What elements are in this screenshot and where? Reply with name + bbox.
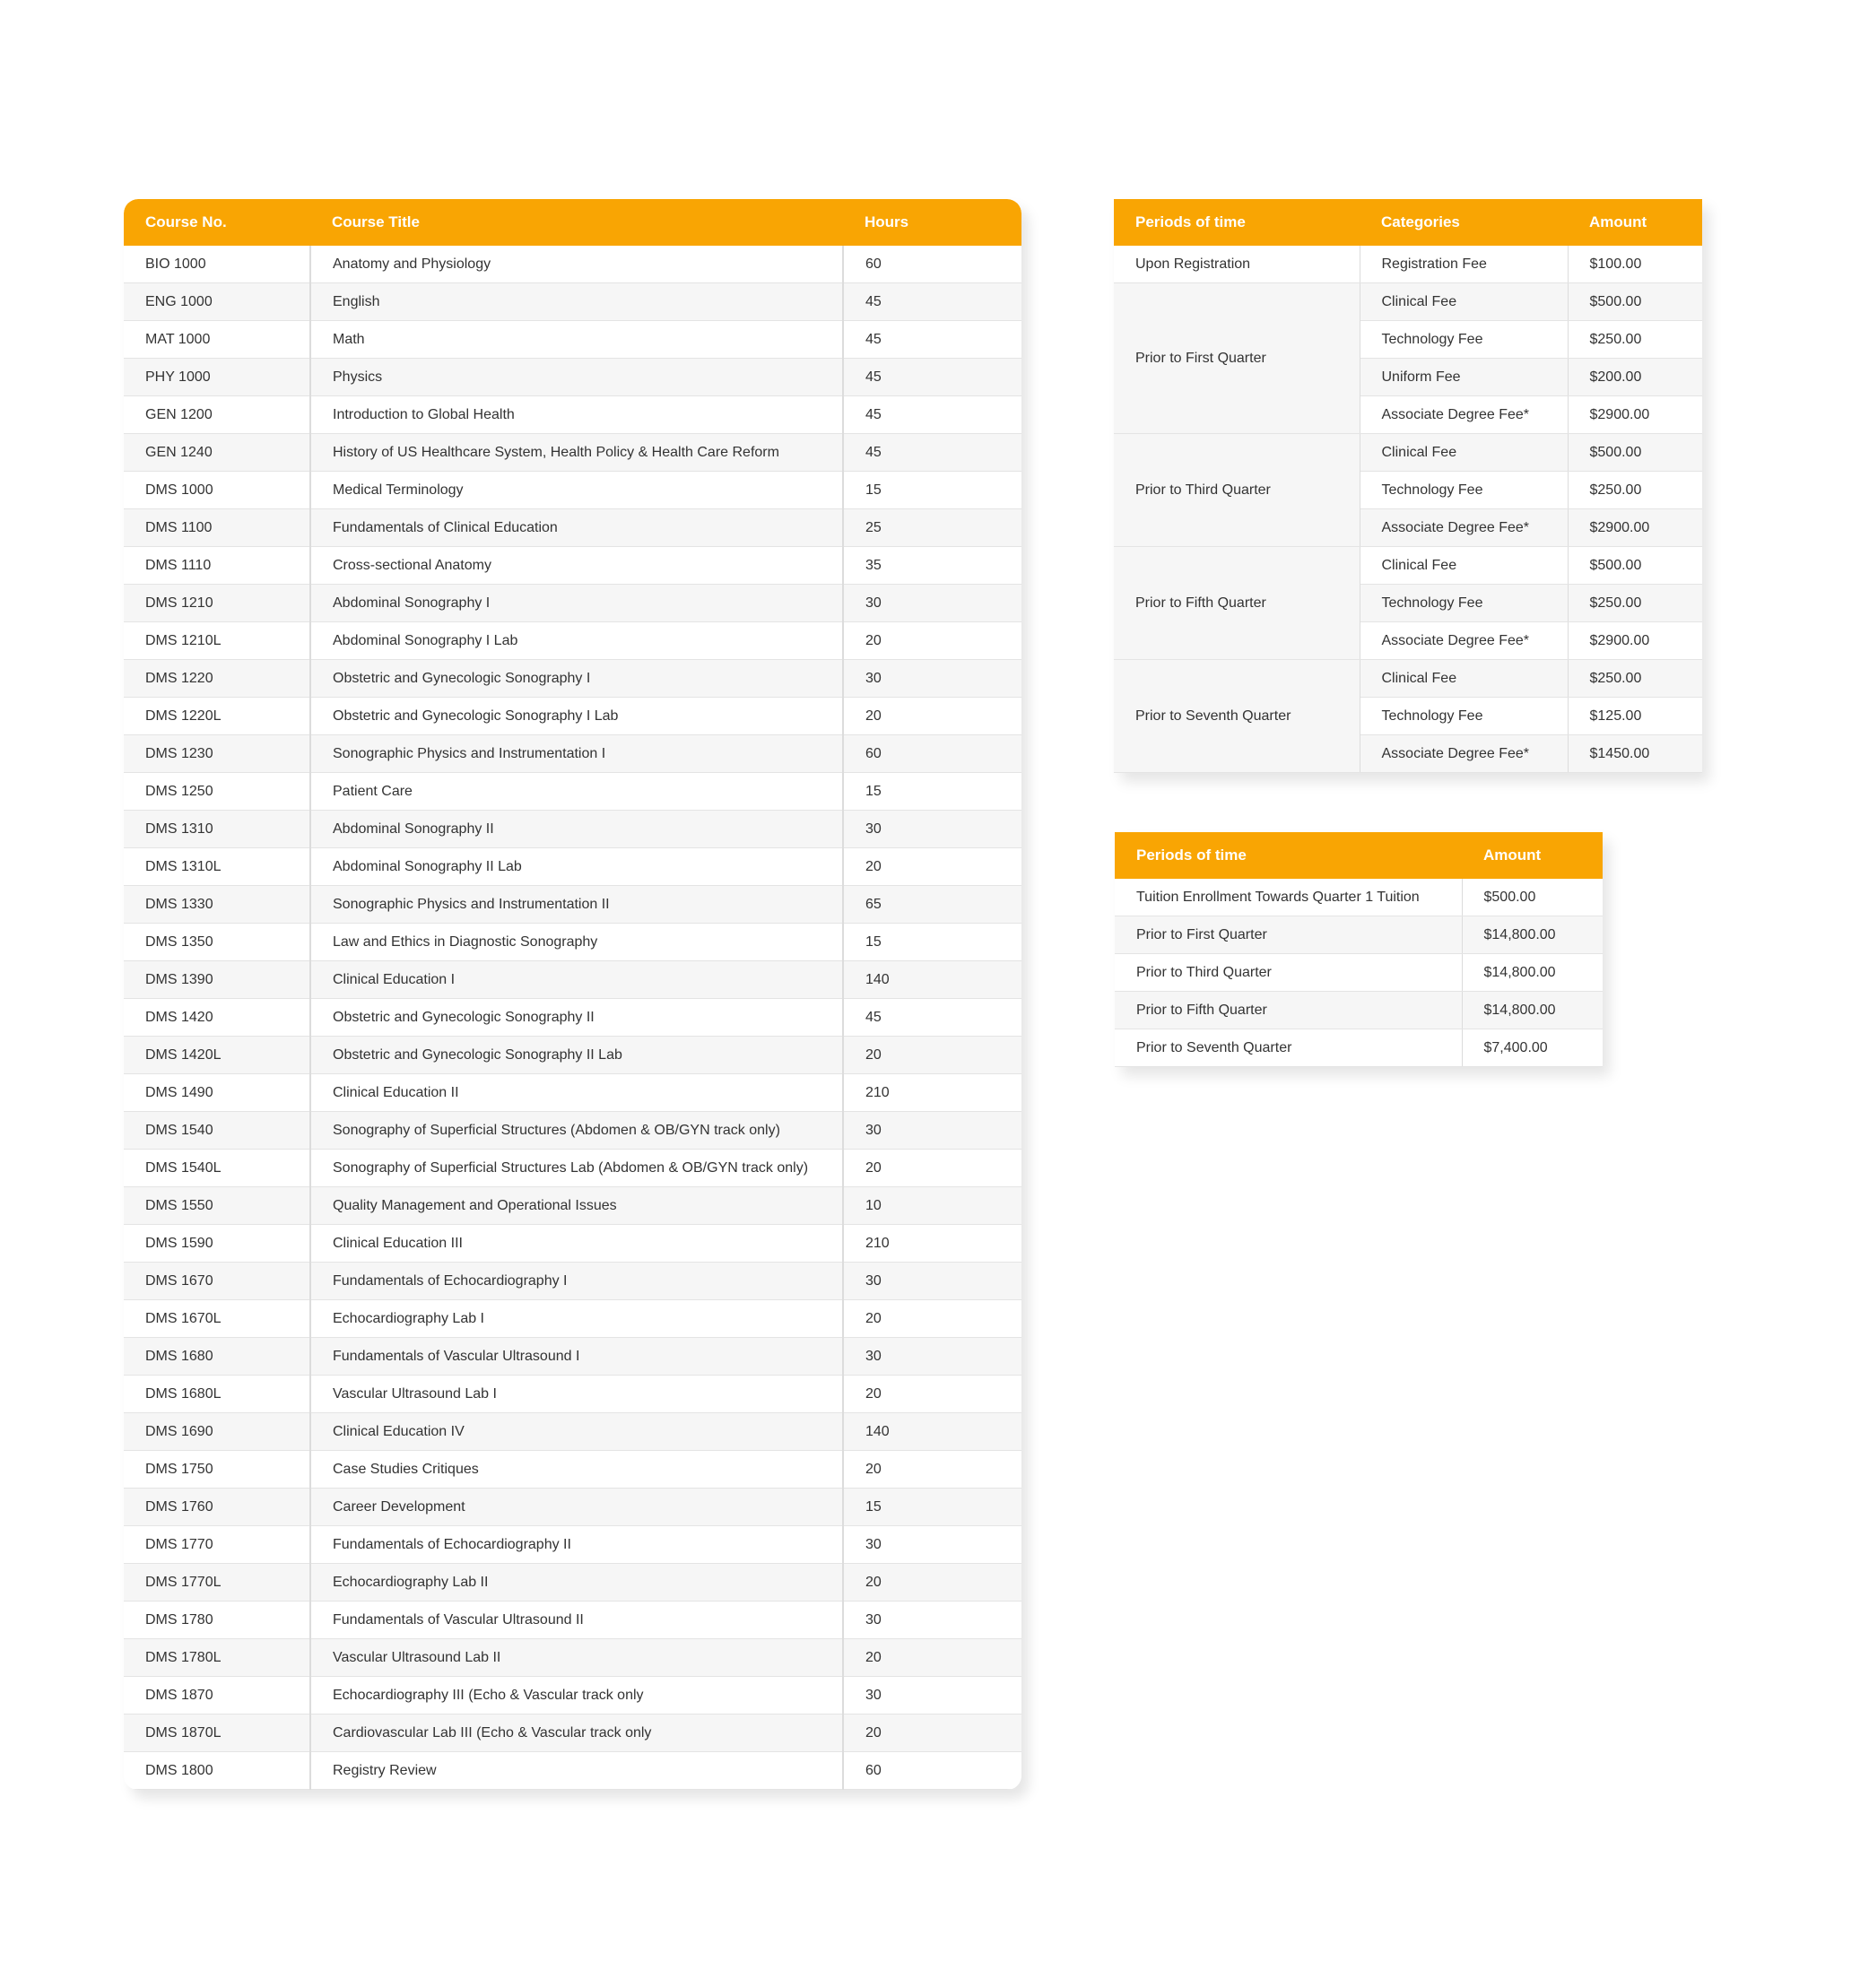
course-title-cell: Case Studies Critiques: [310, 1451, 843, 1489]
hours-cell: 25: [843, 509, 1021, 547]
tuition-period-cell: Prior to Third Quarter: [1115, 954, 1462, 992]
course-title-cell: Obstetric and Gynecologic Sonography I: [310, 660, 843, 698]
table-row: [124, 1300, 1021, 1338]
period-cell: Prior to Seventh Quarter: [1114, 660, 1360, 773]
category-cell: Clinical Fee: [1360, 660, 1568, 698]
course-title-cell: Sonography of Superficial Structures (Abdomen & OB/GYN track only): [310, 1112, 843, 1150]
table-row: [124, 1677, 1021, 1715]
tuition-amount-header: Amount: [1462, 832, 1603, 879]
course-no-cell: DMS 1750: [124, 1451, 310, 1489]
amount-cell: $2900.00: [1568, 622, 1702, 660]
hours-cell: 30: [843, 1112, 1021, 1150]
tuition-amount-cell: $14,800.00: [1462, 954, 1603, 992]
hours-cell: 45: [843, 359, 1021, 396]
amount-cell: $2900.00: [1568, 509, 1702, 547]
course-no-cell: DMS 1330: [124, 886, 310, 924]
hours-header: Hours: [843, 199, 1021, 246]
hours-cell: 20: [843, 1639, 1021, 1677]
course-title-cell: Echocardiography Lab I: [310, 1300, 843, 1338]
hours-cell: 45: [843, 396, 1021, 434]
course-title-cell: Cardiovascular Lab III (Echo & Vascular track only: [310, 1715, 843, 1752]
course-no-cell: DMS 1220L: [124, 698, 310, 735]
hours-cell: 10: [843, 1187, 1021, 1225]
table-row: [1115, 992, 1603, 1029]
hours-cell: 30: [843, 1338, 1021, 1376]
table-row: [124, 735, 1021, 773]
category-cell: Registration Fee: [1360, 246, 1568, 283]
table-row: [124, 1037, 1021, 1074]
course-title-cell: Obstetric and Gynecologic Sonography II Lab: [310, 1037, 843, 1074]
table-row: [124, 698, 1021, 735]
amount-cell: $250.00: [1568, 585, 1702, 622]
table-row: [124, 924, 1021, 961]
course-title-cell: Clinical Education III: [310, 1225, 843, 1263]
table-row: [124, 622, 1021, 660]
table-row: [124, 246, 1021, 283]
table-row: [1115, 916, 1603, 954]
hours-cell: 20: [843, 1564, 1021, 1602]
fee-table-header: [1114, 199, 1702, 246]
hours-cell: 45: [843, 434, 1021, 472]
table-row: [124, 396, 1021, 434]
tuition-amount-cell: $14,800.00: [1462, 916, 1603, 954]
hours-cell: 30: [843, 1602, 1021, 1639]
category-cell: Associate Degree Fee*: [1360, 622, 1568, 660]
tuition-amount-cell: $14,800.00: [1462, 992, 1603, 1029]
table-row: [124, 1715, 1021, 1752]
hours-cell: 20: [843, 1451, 1021, 1489]
table-row: [1114, 246, 1702, 283]
table-row: [124, 1639, 1021, 1677]
period-cell: Prior to Third Quarter: [1114, 434, 1360, 547]
table-row: [124, 547, 1021, 585]
course-title-cell: English: [310, 283, 843, 321]
hours-cell: 30: [843, 1526, 1021, 1564]
course-title-cell: Anatomy and Physiology: [310, 246, 843, 283]
category-cell: Technology Fee: [1360, 321, 1568, 359]
table-row: [124, 999, 1021, 1037]
tuition-table-header: [1115, 832, 1603, 879]
course-no-cell: DMS 1250: [124, 773, 310, 811]
table-row: [1114, 547, 1702, 585]
course-title-cell: Abdominal Sonography II Lab: [310, 848, 843, 886]
table-row: [124, 1752, 1021, 1790]
category-cell: Clinical Fee: [1360, 434, 1568, 472]
table-row: [124, 1338, 1021, 1376]
course-no-cell: DMS 1110: [124, 547, 310, 585]
course-no-cell: DMS 1540L: [124, 1150, 310, 1187]
categories-header: Categories: [1360, 199, 1568, 246]
course-no-cell: DMS 1680: [124, 1338, 310, 1376]
course-title-cell: Abdominal Sonography I: [310, 585, 843, 622]
course-title-cell: Vascular Ultrasound Lab I: [310, 1376, 843, 1413]
hours-cell: 30: [843, 585, 1021, 622]
amount-cell: $100.00: [1568, 246, 1702, 283]
table-row: [124, 472, 1021, 509]
table-row: [124, 434, 1021, 472]
table-row: [124, 1263, 1021, 1300]
hours-cell: 60: [843, 735, 1021, 773]
course-title-cell: Clinical Education II: [310, 1074, 843, 1112]
course-no-cell: DMS 1420L: [124, 1037, 310, 1074]
category-cell: Clinical Fee: [1360, 283, 1568, 321]
course-no-cell: DMS 1310L: [124, 848, 310, 886]
course-title-cell: Fundamentals of Clinical Education: [310, 509, 843, 547]
course-title-cell: Sonographic Physics and Instrumentation I: [310, 735, 843, 773]
course-no-cell: DMS 1870L: [124, 1715, 310, 1752]
course-title-header: Course Title: [310, 199, 843, 246]
hours-cell: 60: [843, 246, 1021, 283]
hours-cell: 20: [843, 622, 1021, 660]
table-row: [124, 1225, 1021, 1263]
amount-cell: $500.00: [1568, 283, 1702, 321]
course-title-cell: Cross-sectional Anatomy: [310, 547, 843, 585]
table-row: [124, 321, 1021, 359]
table-row: [124, 886, 1021, 924]
course-title-cell: Obstetric and Gynecologic Sonography I Lab: [310, 698, 843, 735]
tuition-period-cell: Prior to First Quarter: [1115, 916, 1462, 954]
table-row: [124, 1074, 1021, 1112]
table-row: [124, 848, 1021, 886]
course-no-cell: GEN 1200: [124, 396, 310, 434]
tuition-amount-cell: $500.00: [1462, 879, 1603, 916]
table-row: [1115, 1029, 1603, 1067]
course-title-cell: Fundamentals of Vascular Ultrasound I: [310, 1338, 843, 1376]
hours-cell: 20: [843, 1715, 1021, 1752]
table-row: [124, 585, 1021, 622]
tuition-period-cell: Tuition Enrollment Towards Quarter 1 Tuition: [1115, 879, 1462, 916]
course-no-cell: DMS 1100: [124, 509, 310, 547]
course-no-cell: DMS 1000: [124, 472, 310, 509]
course-no-cell: DMS 1680L: [124, 1376, 310, 1413]
course-no-cell: DMS 1590: [124, 1225, 310, 1263]
course-title-cell: Fundamentals of Vascular Ultrasound II: [310, 1602, 843, 1639]
table-row: [1115, 954, 1603, 992]
course-title-cell: Abdominal Sonography I Lab: [310, 622, 843, 660]
table-row: [124, 961, 1021, 999]
table-row: [124, 1150, 1021, 1187]
category-cell: Associate Degree Fee*: [1360, 396, 1568, 434]
table-row: [124, 660, 1021, 698]
category-cell: Clinical Fee: [1360, 547, 1568, 585]
category-cell: Technology Fee: [1360, 585, 1568, 622]
hours-cell: 140: [843, 961, 1021, 999]
course-no-cell: GEN 1240: [124, 434, 310, 472]
course-no-cell: DMS 1780L: [124, 1639, 310, 1677]
course-title-cell: Vascular Ultrasound Lab II: [310, 1639, 843, 1677]
amount-cell: $500.00: [1568, 547, 1702, 585]
tuition-table: [1115, 832, 1603, 1067]
amount-cell: $125.00: [1568, 698, 1702, 735]
table-row: [1115, 879, 1603, 916]
course-no-cell: DMS 1870: [124, 1677, 310, 1715]
hours-cell: 15: [843, 773, 1021, 811]
hours-cell: 20: [843, 698, 1021, 735]
hours-cell: 20: [843, 1150, 1021, 1187]
tuition-period-cell: Prior to Seventh Quarter: [1115, 1029, 1462, 1067]
hours-cell: 20: [843, 1037, 1021, 1074]
period-cell: Prior to Fifth Quarter: [1114, 547, 1360, 660]
period-cell: Upon Registration: [1114, 246, 1360, 283]
course-table-header: [124, 199, 1021, 246]
course-no-cell: DMS 1780: [124, 1602, 310, 1639]
table-row: [124, 773, 1021, 811]
table-row: [124, 1602, 1021, 1639]
periods-header: Periods of time: [1114, 199, 1360, 246]
table-row: [124, 1489, 1021, 1526]
amount-cell: $500.00: [1568, 434, 1702, 472]
period-cell: Prior to First Quarter: [1114, 283, 1360, 434]
amount-cell: $200.00: [1568, 359, 1702, 396]
hours-cell: 20: [843, 1300, 1021, 1338]
table-row: [124, 1112, 1021, 1150]
course-no-cell: DMS 1770L: [124, 1564, 310, 1602]
course-no-cell: DMS 1490: [124, 1074, 310, 1112]
tuition-period-cell: Prior to Fifth Quarter: [1115, 992, 1462, 1029]
course-no-cell: DMS 1690: [124, 1413, 310, 1451]
course-no-header: Course No.: [124, 199, 310, 246]
table-row: [124, 1187, 1021, 1225]
course-no-cell: ENG 1000: [124, 283, 310, 321]
course-title-cell: Sonographic Physics and Instrumentation II: [310, 886, 843, 924]
hours-cell: 45: [843, 321, 1021, 359]
amount-cell: $250.00: [1568, 660, 1702, 698]
course-title-cell: Physics: [310, 359, 843, 396]
course-title-cell: Medical Terminology: [310, 472, 843, 509]
course-no-cell: DMS 1770: [124, 1526, 310, 1564]
course-title-cell: Obstetric and Gynecologic Sonography II: [310, 999, 843, 1037]
amount-cell: $1450.00: [1568, 735, 1702, 773]
course-no-cell: DMS 1390: [124, 961, 310, 999]
hours-cell: 30: [843, 660, 1021, 698]
hours-cell: 60: [843, 1752, 1021, 1790]
course-title-cell: Introduction to Global Health: [310, 396, 843, 434]
course-title-cell: Sonography of Superficial Structures Lab (Abdomen & OB/GYN track only): [310, 1150, 843, 1187]
hours-cell: 15: [843, 472, 1021, 509]
course-no-cell: DMS 1210: [124, 585, 310, 622]
course-title-cell: Patient Care: [310, 773, 843, 811]
course-no-cell: DMS 1220: [124, 660, 310, 698]
course-title-cell: Law and Ethics in Diagnostic Sonography: [310, 924, 843, 961]
fee-table: [1114, 199, 1702, 773]
table-row: [124, 1451, 1021, 1489]
category-cell: Uniform Fee: [1360, 359, 1568, 396]
course-no-cell: DMS 1350: [124, 924, 310, 961]
table-row: [124, 359, 1021, 396]
table-row: [124, 1376, 1021, 1413]
hours-cell: 30: [843, 811, 1021, 848]
course-no-cell: DMS 1550: [124, 1187, 310, 1225]
tuition-periods-header: Periods of time: [1115, 832, 1462, 879]
course-table: [124, 199, 1021, 1790]
course-title-cell: Career Development: [310, 1489, 843, 1526]
hours-cell: 30: [843, 1677, 1021, 1715]
hours-cell: 210: [843, 1225, 1021, 1263]
course-title-cell: History of US Healthcare System, Health Policy & Health Care Reform: [310, 434, 843, 472]
course-title-cell: Clinical Education I: [310, 961, 843, 999]
table-row: [1114, 283, 1702, 321]
tuition-amount-cell: $7,400.00: [1462, 1029, 1603, 1067]
amount-header: Amount: [1568, 199, 1702, 246]
category-cell: Technology Fee: [1360, 472, 1568, 509]
table-row: [124, 811, 1021, 848]
hours-cell: 15: [843, 1489, 1021, 1526]
table-row: [1114, 434, 1702, 472]
course-title-cell: Math: [310, 321, 843, 359]
category-cell: Associate Degree Fee*: [1360, 509, 1568, 547]
course-title-cell: Echocardiography III (Echo & Vascular track only: [310, 1677, 843, 1715]
course-no-cell: DMS 1540: [124, 1112, 310, 1150]
hours-cell: 30: [843, 1263, 1021, 1300]
course-title-cell: Registry Review: [310, 1752, 843, 1790]
table-row: [1114, 660, 1702, 698]
hours-cell: 140: [843, 1413, 1021, 1451]
hours-cell: 15: [843, 924, 1021, 961]
hours-cell: 65: [843, 886, 1021, 924]
course-no-cell: DMS 1670L: [124, 1300, 310, 1338]
hours-cell: 35: [843, 547, 1021, 585]
course-title-cell: Abdominal Sonography II: [310, 811, 843, 848]
hours-cell: 45: [843, 283, 1021, 321]
table-row: [124, 1564, 1021, 1602]
category-cell: Technology Fee: [1360, 698, 1568, 735]
course-no-cell: DMS 1210L: [124, 622, 310, 660]
course-no-cell: DMS 1230: [124, 735, 310, 773]
category-cell: Associate Degree Fee*: [1360, 735, 1568, 773]
amount-cell: $2900.00: [1568, 396, 1702, 434]
table-row: [124, 1526, 1021, 1564]
course-no-cell: DMS 1670: [124, 1263, 310, 1300]
course-no-cell: DMS 1310: [124, 811, 310, 848]
course-no-cell: BIO 1000: [124, 246, 310, 283]
course-title-cell: Fundamentals of Echocardiography I: [310, 1263, 843, 1300]
course-title-cell: Fundamentals of Echocardiography II: [310, 1526, 843, 1564]
table-row: [124, 1413, 1021, 1451]
course-title-cell: Quality Management and Operational Issues: [310, 1187, 843, 1225]
table-row: [124, 283, 1021, 321]
amount-cell: $250.00: [1568, 321, 1702, 359]
course-no-cell: DMS 1420: [124, 999, 310, 1037]
table-row: [124, 509, 1021, 547]
course-no-cell: DMS 1760: [124, 1489, 310, 1526]
hours-cell: 20: [843, 1376, 1021, 1413]
course-no-cell: PHY 1000: [124, 359, 310, 396]
course-no-cell: DMS 1800: [124, 1752, 310, 1790]
hours-cell: 210: [843, 1074, 1021, 1112]
course-title-cell: Echocardiography Lab II: [310, 1564, 843, 1602]
course-title-cell: Clinical Education IV: [310, 1413, 843, 1451]
hours-cell: 45: [843, 999, 1021, 1037]
amount-cell: $250.00: [1568, 472, 1702, 509]
course-no-cell: MAT 1000: [124, 321, 310, 359]
hours-cell: 20: [843, 848, 1021, 886]
